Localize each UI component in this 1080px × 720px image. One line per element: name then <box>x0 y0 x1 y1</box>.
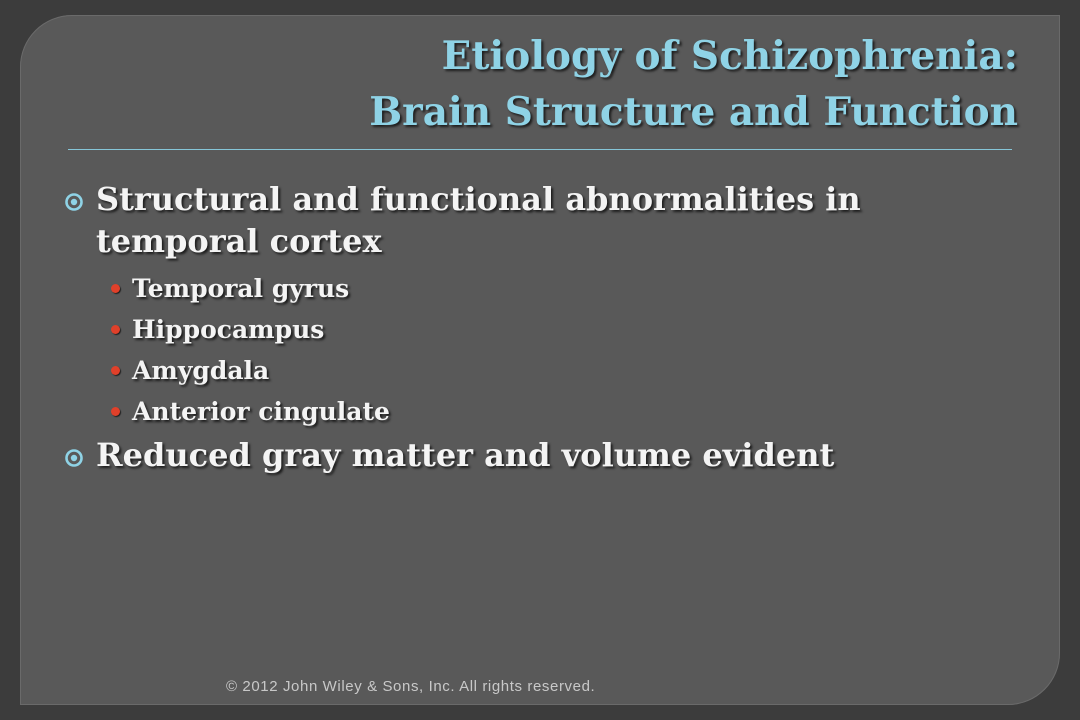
copyright-footer: © 2012 John Wiley & Sons, Inc. All rights reserved. <box>226 678 596 695</box>
sub-bullet-text: Anterior cingulate <box>132 397 390 426</box>
bullet-text: Reduced gray matter and volume evident <box>96 436 835 474</box>
sub-bullet-text: Amygdala <box>132 356 270 385</box>
slide-title <box>369 28 1018 140</box>
sub-bullet-list <box>64 268 1024 432</box>
bullet-item <box>64 434 1024 476</box>
sub-bullet-item <box>64 350 1024 391</box>
red-dot-icon <box>111 407 120 416</box>
sub-bullet-item <box>64 309 1024 350</box>
red-dot-icon <box>111 366 120 375</box>
sub-bullet-text: Hippocampus <box>132 315 325 344</box>
slide-title-line-1: Etiology of Schizophrenia: <box>441 33 1018 79</box>
sub-bullet-item <box>64 268 1024 309</box>
sub-bullet-item <box>64 391 1024 432</box>
title-divider <box>68 149 1012 150</box>
bullet-text: Structural and functional abnormalities in temporal cortex <box>96 180 861 260</box>
circled-dot-icon <box>64 192 84 212</box>
slide-title-line-2: Brain Structure and Function <box>369 89 1018 135</box>
bullet-item <box>64 178 1024 262</box>
sub-bullet-text: Temporal gyrus <box>132 274 350 303</box>
red-dot-icon <box>111 284 120 293</box>
slide-content <box>64 178 1024 476</box>
circled-dot-icon <box>64 448 84 468</box>
red-dot-icon <box>111 325 120 334</box>
